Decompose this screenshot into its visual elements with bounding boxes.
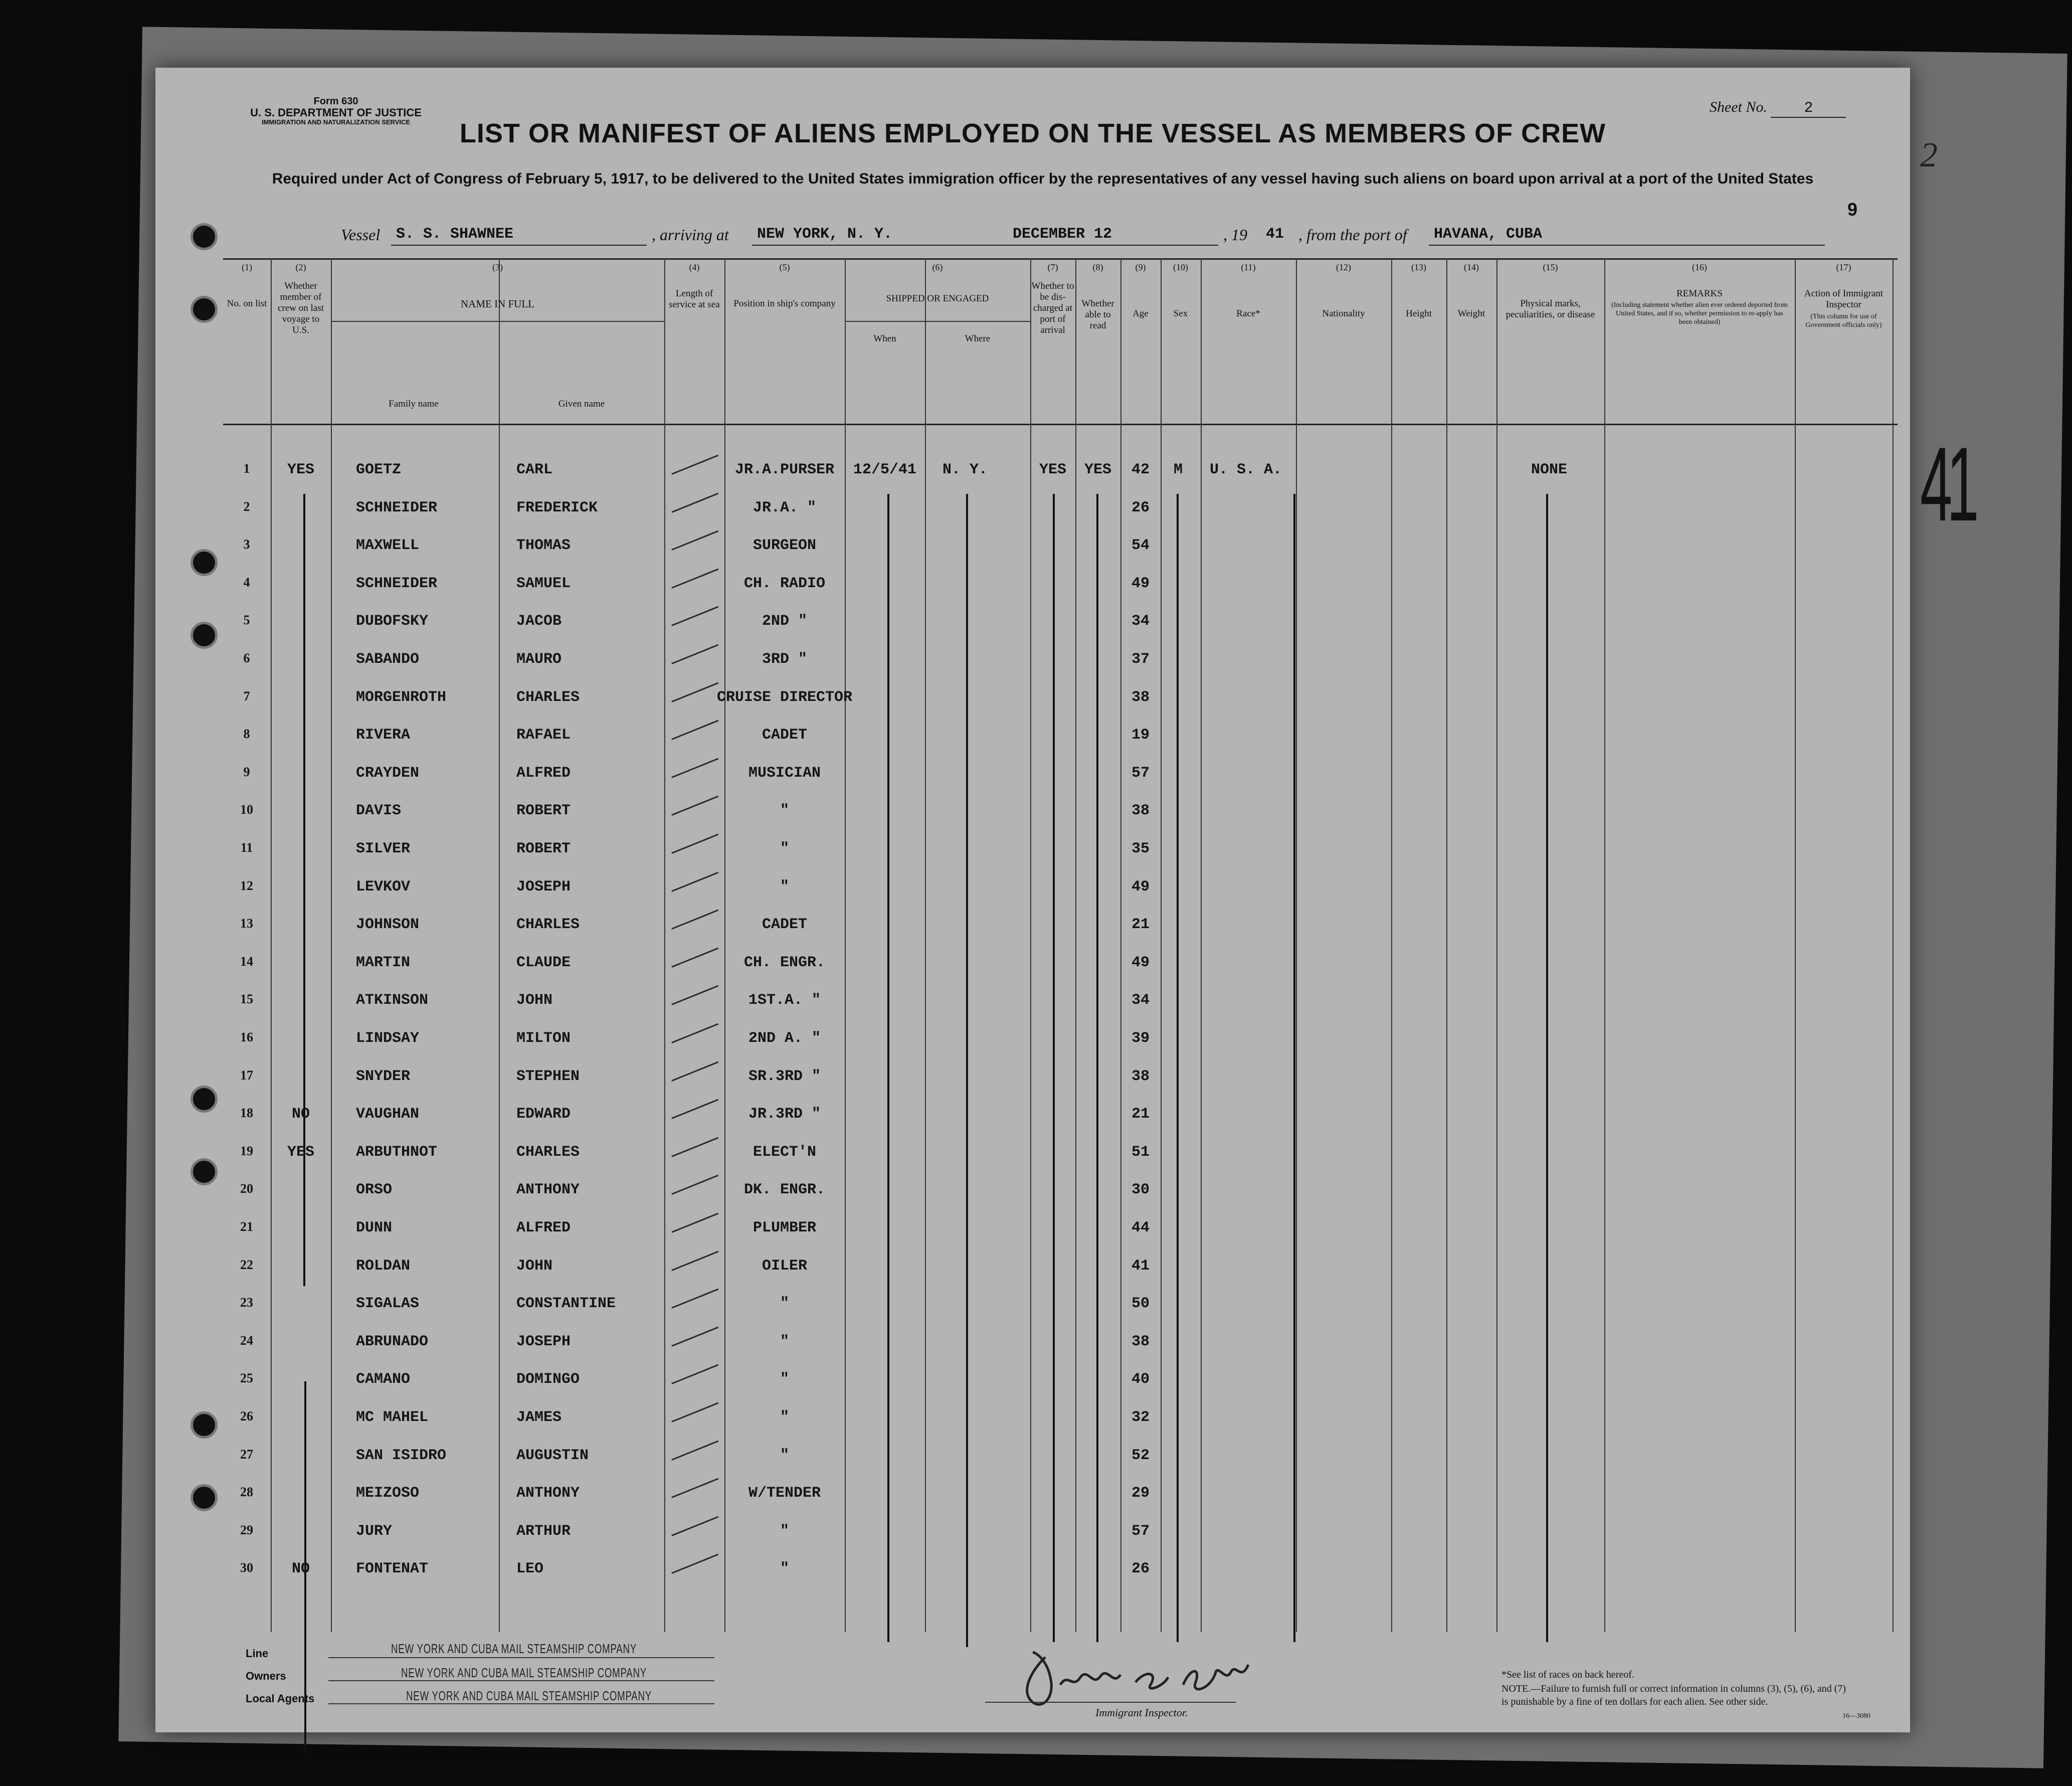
row-number: 12 [240, 878, 253, 893]
age-value: 40 [1131, 1371, 1150, 1388]
position-value: JR.A. " [752, 499, 817, 516]
line-stamp: NEW YORK AND CUBA MAIL STEAMSHIP COMPANY [391, 1641, 637, 1656]
row-number: 29 [240, 1522, 253, 1537]
department-name: U. S. DEPARTMENT OF JUSTICE [250, 106, 422, 119]
age-value: 42 [1131, 461, 1150, 478]
position-value: " [780, 1409, 790, 1426]
family-name: SCHNEIDER [356, 575, 438, 592]
shipped-where: N. Y. [942, 461, 988, 478]
given-name: EDWARD [516, 1106, 571, 1123]
service-tick-mark [671, 1326, 718, 1346]
given-name: RAFAEL [516, 727, 571, 744]
age-value: 39 [1131, 1030, 1150, 1047]
header-race: Race* [1236, 308, 1260, 319]
service-tick-mark [671, 720, 718, 740]
colnum: (2) [295, 262, 306, 272]
age-value: 50 [1131, 1295, 1150, 1313]
header-position: Position in ship's company [733, 298, 836, 309]
service-tick-mark [671, 606, 718, 626]
colnum: (12) [1336, 262, 1351, 272]
row-number: 4 [243, 575, 250, 590]
age-value: 49 [1131, 954, 1150, 971]
header-remarks-note: (Including statement whether alien ever ordered deported from United States, and if so, whether permission to re-apply has been obtained) [1611, 301, 1788, 326]
service-tick-mark [671, 1175, 718, 1195]
row-number: 14 [240, 954, 253, 969]
punch-hole [191, 1086, 218, 1113]
corner-mark: 2 [1920, 136, 1938, 174]
note-fine-1: NOTE.—Failure to furnish full or correct information in columns (3), (5), (6), and (7) [1501, 1683, 1846, 1694]
position-value: W/TENDER [748, 1485, 821, 1502]
header-physical-marks: Physical marks, peculiarities, or disease [1505, 298, 1595, 320]
family-name: ORSO [356, 1181, 393, 1199]
family-name: LINDSAY [356, 1030, 420, 1047]
service-tick-mark [671, 1440, 718, 1460]
service-tick-mark [671, 834, 718, 854]
age-value: 51 [1131, 1143, 1150, 1161]
service-tick-mark [671, 1213, 718, 1233]
colnum: (10) [1173, 262, 1188, 272]
inspector-signature [985, 1637, 1296, 1712]
given-name: JOHN [516, 992, 553, 1009]
header-no-on-list: No. on list [227, 298, 267, 309]
service-tick-mark [671, 492, 718, 512]
service-tick-mark [671, 1402, 718, 1422]
family-name: MAXWELL [356, 537, 420, 555]
arrival-year: 41 [1266, 226, 1284, 243]
row-number: 6 [243, 651, 250, 665]
given-name: ALFRED [516, 764, 571, 782]
last-voyage-value: NO [291, 1560, 310, 1578]
header-age: Age [1133, 308, 1149, 319]
given-name: JOSEPH [516, 1333, 571, 1350]
vessel-line [341, 226, 1895, 251]
position-value: 2ND A. " [748, 1030, 821, 1047]
colnum: (11) [1241, 262, 1256, 272]
service-tick-mark [671, 682, 718, 702]
read-value: YES [1084, 461, 1112, 478]
row-number: 13 [240, 916, 253, 931]
row-number: 2 [243, 499, 250, 514]
service-tick-mark [671, 758, 718, 778]
row-number: 28 [240, 1485, 253, 1500]
service-tick-mark [671, 1516, 718, 1536]
age-value: 52 [1131, 1447, 1150, 1464]
age-value: 32 [1131, 1409, 1150, 1426]
age-value: 49 [1131, 878, 1150, 896]
family-name: SIGALAS [356, 1295, 420, 1313]
position-value: MUSICIAN [748, 764, 821, 782]
note-fine-2: is punishable by a fine of ten dollars for each alien. See other side. [1501, 1696, 1768, 1707]
position-value: 3RD " [762, 651, 808, 668]
age-value: 41 [1131, 1257, 1150, 1275]
age-value: 37 [1131, 651, 1150, 668]
row-number: 22 [240, 1257, 253, 1272]
family-name: SABANDO [356, 651, 420, 668]
owners-label: Owners [246, 1670, 286, 1682]
header-given-name: Given name [558, 399, 605, 409]
family-name: VAUGHAN [356, 1106, 420, 1123]
age-value: 57 [1131, 1522, 1150, 1540]
row-number: 30 [240, 1560, 253, 1575]
agents-stamp: NEW YORK AND CUBA MAIL STEAMSHIP COMPANY [406, 1688, 652, 1703]
colnum: (13) [1411, 262, 1426, 272]
vessel-name: S. S. SHAWNEE [396, 226, 514, 243]
family-name: JURY [356, 1522, 393, 1540]
service-tick-mark [671, 1023, 718, 1043]
given-name: ROBERT [516, 802, 571, 820]
row-number: 1 [243, 461, 250, 476]
document-subtitle: Required under Act of Congress of February 5, 1917, to be delivered to the United States immigration officer by the representatives of any vessel having such aliens on board upon arrival at a port of the United States [272, 170, 1814, 187]
position-value: OILER [762, 1257, 808, 1275]
age-value: 35 [1131, 840, 1150, 857]
family-name: DUBOFSKY [356, 613, 429, 630]
age-value: 54 [1131, 537, 1150, 555]
position-value: CH. ENGR. [743, 954, 826, 971]
row-number: 26 [240, 1409, 253, 1423]
position-value: SURGEON [752, 537, 817, 555]
family-name: ROLDAN [356, 1257, 411, 1275]
sheet-label: Sheet No. [1710, 99, 1767, 115]
handwritten-mark: 41 [1920, 425, 1974, 543]
race-value: U. S. A. [1209, 461, 1282, 478]
family-name: DUNN [356, 1219, 393, 1236]
sheet-value: 2 [1771, 100, 1846, 118]
colnum: (14) [1464, 262, 1479, 272]
position-value: " [780, 840, 790, 857]
last-voyage-value: NO [291, 1106, 310, 1123]
family-name: ABRUNADO [356, 1333, 429, 1350]
shipped-when: 12/5/41 [853, 461, 917, 478]
given-name: ALFRED [516, 1219, 571, 1236]
service-name: IMMIGRATION AND NATURALIZATION SERVICE [261, 118, 411, 126]
given-name: MILTON [516, 1030, 571, 1047]
given-name: CHARLES [516, 916, 580, 934]
punch-hole [191, 296, 218, 323]
given-name: ARTHUR [516, 1522, 571, 1540]
colnum: (8) [1092, 262, 1103, 272]
arriving-label: , arriving at [652, 226, 729, 244]
age-value: 38 [1131, 802, 1150, 820]
age-value: 26 [1131, 1560, 1150, 1578]
position-value: PLUMBER [752, 1219, 817, 1236]
document-title: LIST OR MANIFEST OF ALIENS EMPLOYED ON THE VESSEL AS MEMBERS OF CREW [459, 118, 1606, 148]
position-value: " [780, 1333, 790, 1350]
position-value: DK. ENGR. [743, 1181, 826, 1199]
position-value: ELECT'N [752, 1143, 817, 1161]
age-value: 34 [1131, 992, 1150, 1009]
position-value: SR.3RD " [748, 1067, 821, 1085]
family-name: SILVER [356, 840, 411, 857]
service-tick-mark [671, 1554, 718, 1574]
position-value: JR.3RD " [748, 1106, 821, 1123]
given-name: MAURO [516, 651, 562, 668]
service-tick-mark [671, 1364, 718, 1384]
row-number: 8 [243, 727, 250, 742]
given-name: ANTHONY [516, 1485, 580, 1502]
row-number: 27 [240, 1447, 253, 1462]
service-tick-mark [671, 910, 718, 930]
position-value: 1ST.A. " [748, 992, 821, 1009]
arriving-port: NEW YORK, N. Y. [757, 226, 893, 243]
crew-table [223, 258, 1898, 1632]
sex-value: M [1173, 461, 1183, 478]
service-tick-mark [671, 985, 718, 1005]
header-height: Height [1406, 308, 1432, 319]
age-value: 38 [1131, 1067, 1150, 1085]
position-value: " [780, 1560, 790, 1578]
punch-hole [191, 1158, 218, 1185]
row-number: 19 [240, 1143, 253, 1158]
row-number: 16 [240, 1030, 253, 1044]
punch-hole [191, 1484, 218, 1511]
page-mark: 9 [1847, 199, 1858, 220]
family-name: SAN ISIDRO [356, 1447, 447, 1464]
header-last-voyage: Whether member of crew on last voyage to U.S. [278, 281, 324, 335]
vessel-label: Vessel [341, 226, 381, 244]
punch-hole [191, 223, 218, 250]
from-port: HAVANA, CUBA [1434, 226, 1543, 243]
punch-hole [191, 622, 218, 649]
given-name: CHARLES [516, 688, 580, 706]
header-remarks: REMARKS [1676, 288, 1723, 299]
family-name: FONTENAT [356, 1560, 429, 1578]
service-tick-mark [671, 947, 718, 967]
service-tick-mark [671, 1251, 718, 1271]
colnum: (7) [1047, 262, 1058, 272]
manifest-page [155, 68, 1974, 1732]
line-label: Line [246, 1647, 269, 1660]
from-label: , from the port of [1298, 226, 1407, 244]
row-number: 18 [240, 1106, 253, 1121]
age-value: 44 [1131, 1219, 1150, 1236]
given-name: LEO [516, 1560, 544, 1578]
family-name: LEVKOV [356, 878, 411, 896]
print-code: 16—3080 [1842, 1712, 1870, 1720]
colnum: (15) [1543, 262, 1558, 272]
signature-caption: Immigrant Inspector. [1095, 1706, 1188, 1719]
row-number: 20 [240, 1181, 253, 1196]
header-shipped-engaged: SHIPPED OR ENGAGED [886, 293, 989, 304]
position-value: CH. RADIO [743, 575, 826, 592]
given-name: JOSEPH [516, 878, 571, 896]
row-number: 5 [243, 613, 250, 628]
header-action-note: (This column for use of Government officials only) [1805, 313, 1882, 329]
agents-label: Local Agents [246, 1692, 315, 1705]
colnum: (9) [1135, 262, 1146, 272]
header-name-in-full: NAME IN FULL [461, 298, 534, 310]
given-name: STEPHEN [516, 1067, 580, 1085]
colnum: (1) [242, 262, 252, 272]
header-nationality: Nationality [1322, 308, 1365, 319]
year-prefix: , 19 [1223, 226, 1247, 244]
age-value: 49 [1131, 575, 1150, 592]
header-where: Where [965, 333, 991, 344]
row-number: 10 [240, 802, 253, 817]
age-value: 21 [1131, 916, 1150, 934]
row-number: 3 [243, 537, 250, 552]
position-value: CADET [762, 727, 808, 744]
given-name: JACOB [516, 613, 562, 630]
form-number: Form 630 [313, 96, 358, 107]
given-name: DOMINGO [516, 1371, 580, 1388]
service-tick-mark [671, 568, 718, 588]
given-name: CHARLES [516, 1143, 580, 1161]
age-value: 19 [1131, 727, 1150, 744]
service-tick-mark [671, 644, 718, 664]
given-name: ROBERT [516, 840, 571, 857]
family-name: RIVERA [356, 727, 411, 744]
service-tick-mark [671, 796, 718, 816]
position-value: " [780, 1447, 790, 1464]
discharged-value: YES [1039, 461, 1067, 478]
family-name: CRAYDEN [356, 764, 420, 782]
family-name: MEIZOSO [356, 1485, 420, 1502]
given-name: AUGUSTIN [516, 1447, 589, 1464]
row-number: 11 [240, 840, 253, 855]
family-name: MC MAHEL [356, 1409, 429, 1426]
given-name: FREDERICK [516, 499, 598, 516]
age-value: 29 [1131, 1485, 1150, 1502]
position-value: CRUISE DIRECTOR [716, 688, 853, 706]
position-value: " [780, 1522, 790, 1540]
family-name: ATKINSON [356, 992, 429, 1009]
note-races: *See list of races on back hereof. [1501, 1669, 1634, 1680]
header-length-service: Length of service at sea [669, 288, 720, 310]
given-name: CARL [516, 461, 553, 478]
colnum: (6) [932, 262, 943, 272]
family-name: DAVIS [356, 802, 402, 820]
header-able-to-read: Whether able to read [1081, 298, 1114, 331]
given-name: SAMUEL [516, 575, 571, 592]
service-tick-mark [671, 530, 718, 551]
position-value: " [780, 1371, 790, 1388]
physical-marks-value: NONE [1531, 461, 1568, 478]
row-number: 21 [240, 1219, 253, 1234]
sheet-number [1710, 99, 1846, 118]
punch-hole [191, 549, 218, 576]
row-number: 25 [240, 1371, 253, 1386]
position-value: " [780, 878, 790, 896]
owners-stamp: NEW YORK AND CUBA MAIL STEAMSHIP COMPANY [401, 1665, 647, 1680]
position-value: JR.A.PURSER [734, 461, 835, 478]
arrival-date: DECEMBER 12 [1013, 226, 1112, 243]
header-action-inspector: Action of Immigrant Inspector [1804, 288, 1883, 310]
row-number: 17 [240, 1067, 253, 1083]
position-value: " [780, 1295, 790, 1313]
position-value: CADET [762, 916, 808, 934]
row-number: 15 [240, 992, 253, 1007]
header-weight: Weight [1457, 308, 1485, 319]
family-name: SCHNEIDER [356, 499, 438, 516]
service-tick-mark [671, 455, 718, 475]
row-number: 7 [243, 688, 250, 703]
header-sex: Sex [1173, 308, 1188, 319]
header-when: When [873, 333, 896, 344]
header-family-name: Family name [389, 399, 439, 409]
colnum: (3) [492, 262, 503, 272]
row-number: 9 [243, 764, 250, 779]
colnum: (5) [779, 262, 790, 272]
age-value: 26 [1131, 499, 1150, 516]
service-tick-mark [671, 1478, 718, 1498]
family-name: SNYDER [356, 1067, 411, 1085]
service-tick-mark [671, 871, 718, 891]
age-value: 30 [1131, 1181, 1150, 1199]
service-tick-mark [671, 1061, 718, 1081]
age-value: 57 [1131, 764, 1150, 782]
last-voyage-value: YES [287, 461, 315, 478]
given-name: CONSTANTINE [516, 1295, 616, 1313]
age-value: 21 [1131, 1106, 1150, 1123]
punch-hole [191, 1411, 218, 1439]
family-name: ARBUTHNOT [356, 1143, 438, 1161]
age-value: 34 [1131, 613, 1150, 630]
row-number: 24 [240, 1333, 253, 1348]
service-tick-mark [671, 1289, 718, 1309]
colnum: (16) [1692, 262, 1707, 272]
row-number: 23 [240, 1295, 253, 1310]
family-name: MARTIN [356, 954, 411, 971]
given-name: THOMAS [516, 537, 571, 555]
age-value: 38 [1131, 1333, 1150, 1350]
given-name: JOHN [516, 1257, 553, 1275]
given-name: CLAUDE [516, 954, 571, 971]
age-value: 38 [1131, 688, 1150, 706]
family-name: JOHNSON [356, 916, 420, 934]
header-discharged: Whether to be dis-charged at port of arrival [1031, 281, 1074, 335]
service-tick-mark [671, 1137, 718, 1157]
family-name: MORGENROTH [356, 688, 447, 706]
position-value: " [780, 802, 790, 820]
last-voyage-value: YES [287, 1143, 315, 1161]
given-name: ANTHONY [516, 1181, 580, 1199]
family-name: GOETZ [356, 461, 402, 478]
position-value: 2ND " [762, 613, 808, 630]
manifest-footer [223, 1632, 1898, 1732]
given-name: JAMES [516, 1409, 562, 1426]
service-tick-mark [671, 1099, 718, 1119]
colnum: (4) [689, 262, 700, 272]
family-name: CAMANO [356, 1371, 411, 1388]
colnum: (17) [1836, 262, 1851, 272]
